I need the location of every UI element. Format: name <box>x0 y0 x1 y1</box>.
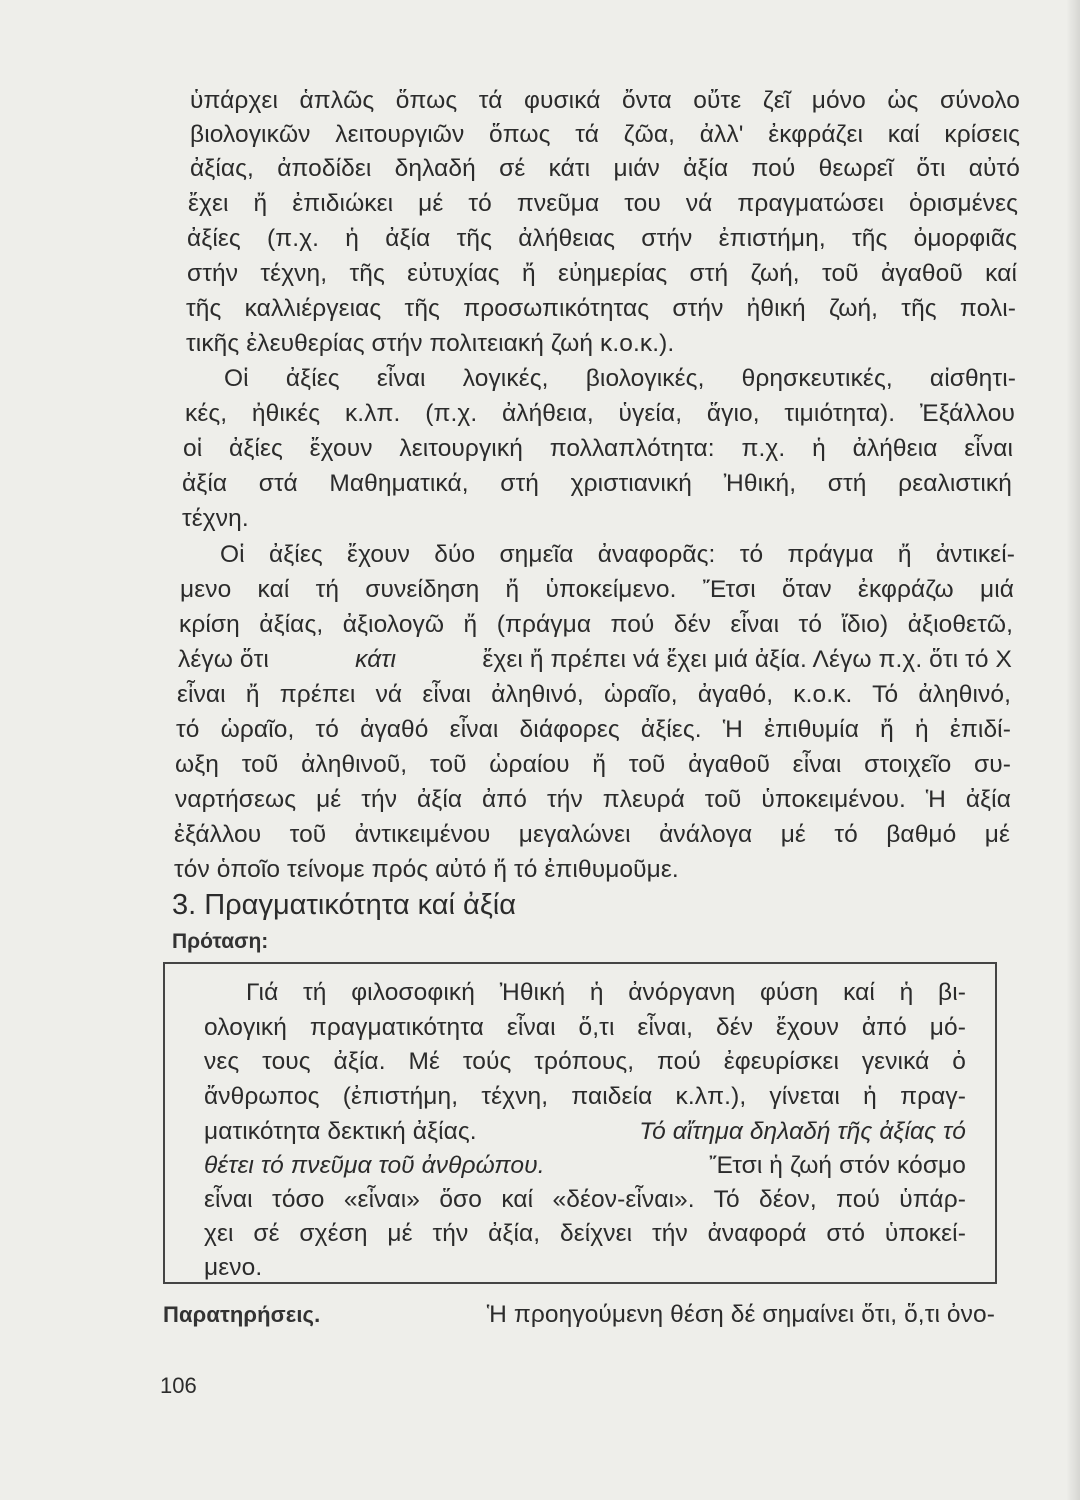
body-line: βιολογικῶν λειτουργιῶν ὅπως τά ζῶα, ἀλλ' ἐκφράζει καί κρίσεις <box>190 121 1020 148</box>
box-text: Ἔτσι ἡ ζωή στόν κόσμο <box>709 1152 966 1179</box>
body-line: ἀξίες (π.χ. ἡ ἀξία τῆς ἀλήθειας στήν ἐπιστήμη, τῆς ὀμορφιᾶς <box>187 225 1017 252</box>
box-line: ἄνθρωπος (ἐπιστήμη, τέχνη, παιδεία κ.λπ.), γίνεται ἡ πραγ- <box>204 1083 966 1110</box>
box-line: εἶναι τόσο «εἶναι» ὅσο καί «δέον-εἶναι». Τό δέον, πού ὑπάρ- <box>204 1186 966 1213</box>
body-line: ὑπάρχει ἁπλῶς ὅπως τά φυσικά ὄντα οὔτε ζεῖ μόνο ὡς σύνολο <box>190 87 1020 114</box>
box-line: Γιά τή φιλοσοφική Ἠθική ἡ ἀνόργανη φύση καί ἡ βι- <box>246 979 966 1006</box>
body-line: ἀξίας, ἀποδίδει δηλαδή σέ κάτι μιάν ἀξία πού θεωρεῖ ὅτι αὐτό <box>190 155 1020 182</box>
body-line: μενο καί τή συνείδηση ἤ ὑποκείμενο. Ἔτσι ὅταν ἐκφράζω μιά <box>180 576 1014 603</box>
body-text: λέγω ὅτι <box>178 646 269 673</box>
proposal-label: Πρόταση: <box>172 930 269 953</box>
box-line: μενο. <box>204 1254 263 1281</box>
body-line: Οἱ ἀξίες ἔχουν δύο σημεῖα ἀναφορᾶς: τό πράγμα ἤ ἀντικεί- <box>220 541 1015 568</box>
box-line: νες τους ἀξία. Μέ τούς τρόπους, πού ἐφευρίσκει γενικά ὁ <box>204 1048 966 1075</box>
body-line: ἀξία στά Μαθηματικά, στή χριστιανική Ἠθική, στή ρεαλιστική <box>182 470 1012 497</box>
remarks-label: Παρατηρήσεις. <box>163 1302 321 1327</box>
page-number: 106 <box>160 1373 197 1398</box>
body-line: κρίση ἀξίας, ἀξιολογῶ ἤ (πράγμα πού δέν εἶναι τό ἴδιο) ἀξιοθετῶ, <box>179 611 1013 638</box>
body-text: ἔχει ἤ πρέπει νά ἔχει μιά ἀξία. Λέγω π.χ. ὅτι τό Χ <box>482 646 1012 673</box>
body-line: στήν τέχνη, τῆς εὐτυχίας ἤ εὐημερίας στή ζωή, τοῦ ἀγαθοῦ καί <box>187 260 1017 287</box>
body-line: τικῆς ἐλευθερίας στήν πολιτειακή ζωή κ.ο.κ.). <box>186 330 675 357</box>
body-line: κές, ἠθικές κ.λπ. (π.χ. ἀλήθεια, ὑγεία, ἅγιο, τιμιότητα). Ἐξάλλου <box>185 400 1015 427</box>
page-edge-shadow <box>1066 0 1080 1500</box>
body-line: τέχνη. <box>182 505 249 532</box>
body-line: τόν ὁποῖο τείνομε πρός αὐτό ἤ τό ἐπιθυμοῦμε. <box>174 856 679 883</box>
body-line: ναρτήσεως μέ τήν ἀξία ἀπό τήν πλευρά τοῦ ὑποκειμένου. Ἡ ἀξία <box>175 786 1011 813</box>
body-line: τό ὡραῖο, τό ἀγαθό εἶναι διάφορες ἀξίες. Ἡ ἐπιθυμία ἤ ἡ ἐπιδί- <box>176 716 1011 743</box>
box-line-with-emphasis <box>204 1117 966 1147</box>
body-line: ἔχει ἤ ἐπιδιώκει μέ τό πνεῦμα του νά πραγματώσει ὁρισμένες <box>188 190 1018 217</box>
remarks-line <box>163 1300 995 1330</box>
body-line: ωξη τοῦ ἀληθινοῦ, τοῦ ὡραίου ἤ τοῦ ἀγαθοῦ εἶναι στοιχεῖο συ- <box>175 751 1011 778</box>
body-line: Οἱ ἀξίες εἶναι λογικές, βιολογικές, θρησκευτικές, αἰσθητι- <box>224 365 1016 392</box>
box-text: ματικότητα δεκτική ἀξίας. <box>204 1118 477 1145</box>
body-line: οἱ ἀξίες ἔχουν λειτουργική πολλαπλότητα: π.χ. ἡ ἀλήθεια εἶναι <box>183 435 1013 462</box>
remarks-text: Ἡ προηγούμενη θέση δέ σημαίνει ὅτι, ὅ,τι ὀνο- <box>486 1301 995 1328</box>
emphasized-text: Τό αἴτημα δηλαδή τῆς ἀξίας τό <box>639 1118 966 1145</box>
emphasized-word: κάτι <box>355 646 397 673</box>
box-line: χει σέ σχέση μέ τήν ἀξία, δείχνει τήν ἀναφορά στό ὑποκεί- <box>204 1220 966 1247</box>
body-line-with-emphasis <box>178 645 1012 675</box>
body-line: τῆς καλλιέργειας τῆς προσωπικότητας στήν ἠθική ζωή, τῆς πολι- <box>186 295 1016 322</box>
box-line: ολογική πραγματικότητα εἶναι ὅ,τι εἶναι, δέν ἔχουν ἀπό μό- <box>204 1014 966 1041</box>
box-line-with-emphasis <box>204 1151 966 1181</box>
body-line: εἶναι ἤ πρέπει νά εἶναι ἀληθινό, ὡραῖο, ἀγαθό, κ.ο.κ. Τό ἀληθινό, <box>177 681 1011 708</box>
section-heading: 3. Πραγματικότητα καί ἀξία <box>172 889 517 921</box>
emphasized-text: θέτει τό πνεῦμα τοῦ ἀνθρώπου. <box>204 1152 545 1179</box>
body-line: ἐξάλλου τοῦ ἀντικειμένου μεγαλώνει ἀνάλογα μέ τό βαθμό μέ <box>174 821 1010 848</box>
